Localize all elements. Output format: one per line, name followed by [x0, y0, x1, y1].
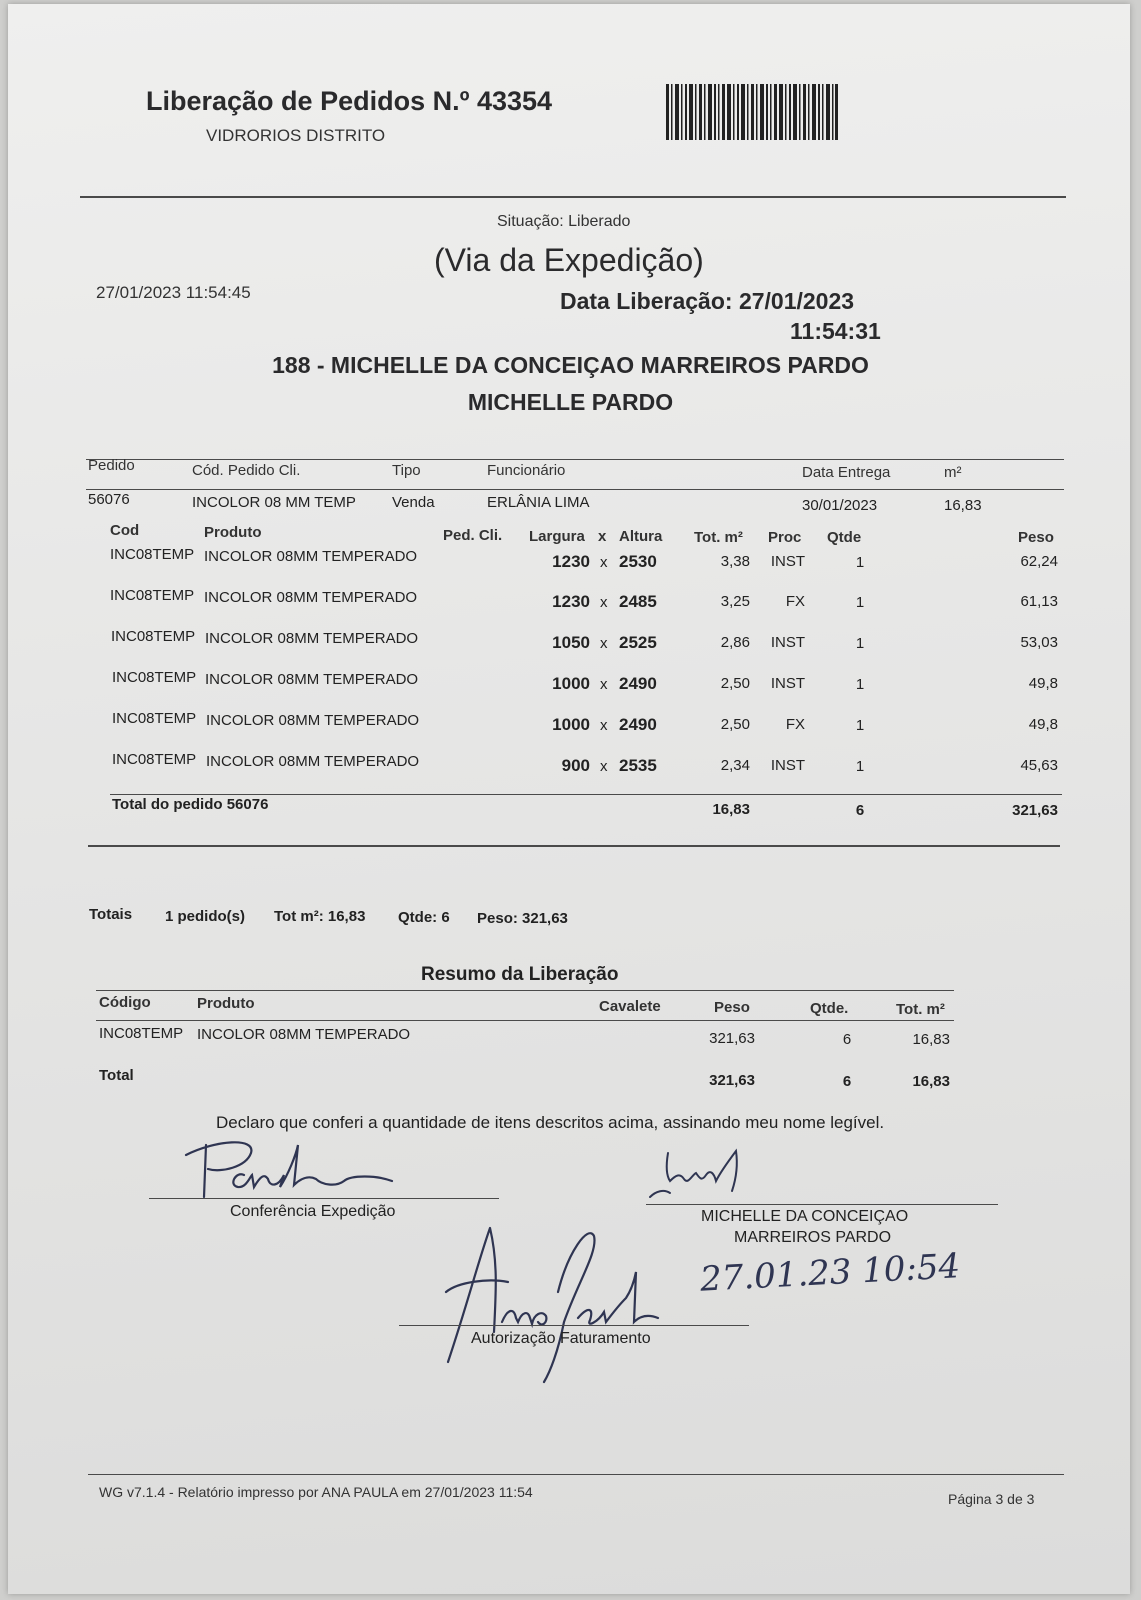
cell-produto: INCOLOR 08MM TEMPERADO	[206, 753, 420, 770]
resumo-top-line	[96, 990, 954, 991]
col-header-qtde: Qtde	[827, 529, 862, 546]
cell-cod: INC08TEMP	[112, 751, 197, 768]
cell-tipo: Venda	[392, 494, 435, 511]
totals-label: Totais	[89, 906, 133, 923]
resumo-header-tot-m2: Tot. m²	[896, 1001, 945, 1018]
cell-largura: 1050	[552, 633, 590, 652]
resumo-title: Resumo da Liberação	[421, 964, 619, 985]
cell-x: x	[600, 758, 608, 775]
cell-x: x	[600, 554, 608, 571]
cell-proc: FX	[785, 593, 805, 610]
cell-qtde: 1	[855, 758, 865, 775]
cell-largura: 1230	[552, 592, 590, 611]
resumo-header-qtde: Qtde.	[810, 1000, 849, 1017]
cell-cod: INC08TEMP	[112, 669, 197, 686]
cell-altura: 2525	[619, 633, 657, 652]
cell-tot-m2: 3,25	[720, 593, 750, 610]
cell-peso: 45,63	[1020, 757, 1058, 774]
signature-label-autorizacao: Autorização Faturamento	[471, 1330, 651, 1347]
footer-page-number: Página 3 de 3	[948, 1491, 1035, 1507]
col-header-ped-cli: Ped. Cli.	[443, 527, 503, 544]
totals-peso: Peso: 321,63	[477, 910, 568, 927]
items-total-m2: 16,83	[712, 801, 750, 818]
order-table-top-line	[86, 459, 1064, 460]
items-total-qtde: 6	[855, 802, 865, 819]
cell-produto: INCOLOR 08MM TEMPERADO	[205, 671, 419, 688]
signature-ana-paula-icon	[438, 1222, 678, 1392]
cell-produto: INCOLOR 08MM TEMPERADO	[206, 712, 420, 729]
col-header-tipo: Tipo	[392, 462, 421, 479]
company-name: VIDRORIOS DISTRITO	[206, 126, 386, 145]
footer-divider	[88, 1474, 1064, 1475]
signature-label-client-line2: MARREIROS PARDO	[734, 1229, 892, 1246]
cell-qtde: 1	[855, 554, 865, 571]
resumo-total-qtde: 6	[842, 1073, 852, 1090]
client-name: 188 - MICHELLE DA CONCEIÇAO MARREIROS PARDO	[272, 352, 869, 378]
cell-x: x	[600, 717, 608, 734]
signature-line-client	[646, 1204, 998, 1205]
resumo-header-peso: Peso	[714, 999, 750, 1016]
cell-largura: 1000	[552, 715, 590, 734]
cell-largura: 1000	[552, 674, 590, 693]
footer-printed-by: WG v7.1.4 - Relatório impresso por ANA PAULA em 27/01/2023 11:54	[99, 1484, 533, 1500]
signature-label-client-line1: MICHELLE DA CONCEIÇAO	[701, 1208, 909, 1225]
cell-m2: 16,83	[944, 497, 982, 514]
cell-peso: 62,24	[1020, 553, 1058, 570]
col-header-largura: Largura	[529, 528, 585, 545]
resumo-total-tot-m2: 16,83	[912, 1073, 950, 1090]
section-divider	[88, 845, 1060, 847]
cell-produto: INCOLOR 08MM TEMPERADO	[204, 589, 418, 606]
cell-tot-m2: 2,34	[720, 757, 750, 774]
col-header-tot-m2: Tot. m²	[694, 529, 743, 546]
items-total-line	[110, 794, 1062, 795]
cell-largura: 900	[561, 756, 590, 775]
order-table-header-line	[86, 489, 1064, 490]
col-header-cod-pedido-cli: Cód. Pedido Cli.	[192, 462, 301, 479]
declaration-text: Declaro que conferi a quantidade de itens descritos acima, assinando meu nome legível.	[216, 1113, 885, 1132]
col-header-data-entrega: Data Entrega	[802, 464, 891, 481]
cell-x: x	[600, 676, 608, 693]
copy-type: (Via da Expedição)	[434, 242, 704, 278]
release-date: Data Liberação: 27/01/2023	[560, 288, 855, 314]
print-datetime: 27/01/2023 11:54:45	[96, 283, 251, 302]
resumo-cell-produto: INCOLOR 08MM TEMPERADO	[197, 1026, 411, 1043]
cell-proc: FX	[785, 716, 805, 733]
col-header-cod: Cod	[110, 522, 140, 539]
col-header-proc: Proc	[768, 529, 802, 546]
header-divider	[80, 196, 1066, 198]
cell-cod: INC08TEMP	[112, 710, 197, 727]
document-title: Liberação de Pedidos N.º 43354	[146, 86, 553, 116]
cell-produto: INCOLOR 08MM TEMPERADO	[204, 548, 418, 565]
cell-peso: 61,13	[1020, 593, 1058, 610]
resumo-header-cavalete: Cavalete	[599, 998, 661, 1015]
status-text: Situação: Liberado	[497, 213, 631, 230]
cell-tot-m2: 2,50	[720, 716, 750, 733]
cell-data-entrega: 30/01/2023	[802, 497, 878, 514]
cell-qtde: 1	[855, 717, 865, 734]
resumo-header-line	[96, 1020, 954, 1021]
cell-proc: INST	[770, 634, 805, 651]
col-header-m2: m²	[944, 464, 962, 481]
signature-line-conferencia	[149, 1198, 499, 1199]
cell-qtde: 1	[855, 594, 865, 611]
resumo-cell-peso: 321,63	[709, 1030, 755, 1047]
barcode-icon	[666, 84, 838, 140]
cell-cod: INC08TEMP	[111, 628, 196, 645]
col-header-funcionario: Funcionário	[487, 462, 566, 479]
col-header-altura: Altura	[619, 528, 663, 545]
release-time: 11:54:31	[790, 318, 881, 344]
signature-label-conferencia: Conferência Expedição	[230, 1203, 396, 1220]
client-short-name: MICHELLE PARDO	[467, 389, 674, 415]
signature-line-autorizacao	[399, 1325, 749, 1326]
cell-tot-m2: 3,38	[720, 553, 750, 570]
cell-peso: 49,8	[1028, 675, 1058, 692]
resumo-cell-qtde: 6	[842, 1031, 852, 1048]
cell-peso: 49,8	[1028, 716, 1058, 733]
cell-funcionario: ERLÂNIA LIMA	[487, 494, 590, 511]
cell-tot-m2: 2,86	[720, 634, 750, 651]
signature-paula-icon	[176, 1135, 416, 1205]
resumo-total-peso: 321,63	[709, 1072, 755, 1089]
cell-altura: 2490	[619, 674, 657, 693]
totals-qtde: Qtde: 6	[398, 909, 450, 926]
cell-cod-pedido-cli: INCOLOR 08 MM TEMP	[192, 494, 356, 511]
cell-altura: 2490	[619, 715, 657, 734]
col-header-x: x	[598, 528, 607, 545]
items-total-peso: 321,63	[1012, 802, 1058, 819]
resumo-header-produto: Produto	[197, 995, 255, 1012]
resumo-header-codigo: Código	[99, 994, 151, 1011]
cell-proc: INST	[770, 553, 805, 570]
col-header-peso: Peso	[1018, 529, 1054, 546]
cell-tot-m2: 2,50	[720, 675, 750, 692]
col-header-produto: Produto	[204, 524, 262, 541]
col-header-pedido: Pedido	[88, 457, 135, 474]
cell-largura: 1230	[552, 552, 590, 571]
resumo-cell-tot-m2: 16,83	[912, 1031, 950, 1048]
cell-altura: 2530	[619, 552, 657, 571]
items-total-label: Total do pedido 56076	[112, 796, 269, 813]
resumo-total-label: Total	[99, 1067, 134, 1084]
cell-peso: 53,03	[1020, 634, 1058, 651]
resumo-cell-codigo: INC08TEMP	[99, 1025, 184, 1042]
cell-cod: INC08TEMP	[110, 587, 195, 604]
cell-altura: 2485	[619, 592, 657, 611]
totals-pedidos: 1 pedido(s)	[165, 908, 246, 925]
cell-cod: INC08TEMP	[110, 546, 195, 563]
handwritten-date: 27.01.23 10:54	[699, 1246, 962, 1300]
cell-produto: INCOLOR 08MM TEMPERADO	[205, 630, 419, 647]
signature-michelle-icon	[646, 1145, 766, 1205]
cell-qtde: 1	[855, 676, 865, 693]
cell-qtde: 1	[855, 635, 865, 652]
cell-proc: INST	[770, 757, 805, 774]
cell-proc: INST	[770, 675, 805, 692]
cell-x: x	[600, 594, 608, 611]
totals-m2: Tot m²: 16,83	[274, 908, 366, 925]
cell-x: x	[600, 635, 608, 652]
cell-altura: 2535	[619, 756, 657, 775]
cell-pedido: 56076	[88, 491, 130, 508]
